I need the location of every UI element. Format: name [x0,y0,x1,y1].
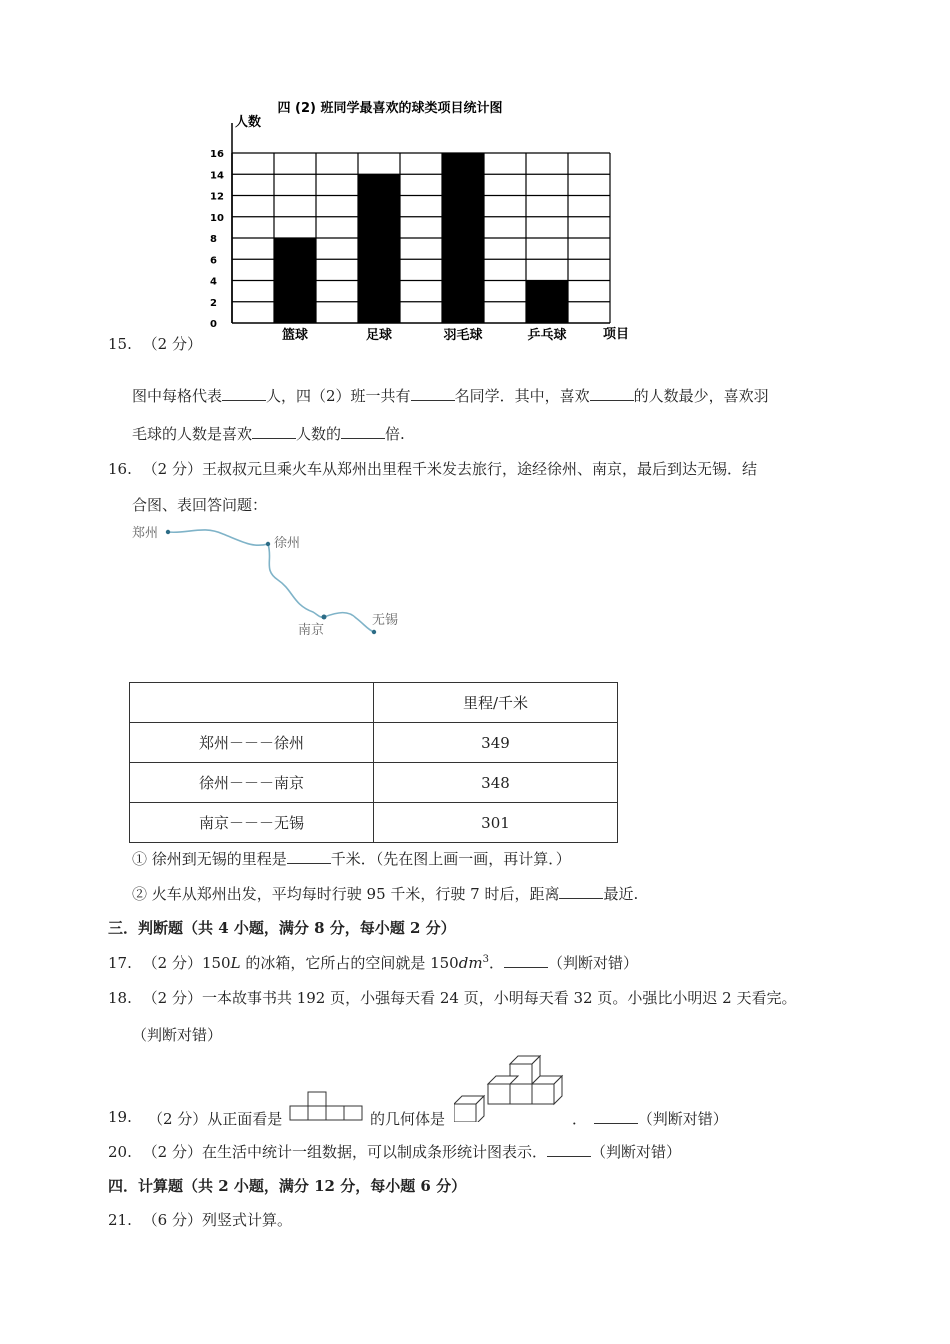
table-cell: 349 [374,723,618,763]
text: （判断对错） [590,1143,681,1161]
text: 千米．（先在图上画一画，再计算．） [330,850,571,868]
section-heading: 三．判断题（共 4 小题，满分 8 分，每小题 2 分） [108,919,456,937]
table-cell: 南京－－－无锡 [130,803,374,843]
q19-tail [572,1108,728,1129]
text: （6 分）列竖式计算。 [142,1211,292,1229]
text: ② 火车从郑州出发，平均每时行驶 95 千米，行驶 7 时后，距离 [132,885,560,903]
text: （判断对错） [132,1026,223,1044]
q21 [108,1209,292,1230]
x-tick-label: 乒乓球 [527,328,567,343]
text: 的人数最少，喜欢羽 [633,387,769,405]
text: （判断对错） [637,1110,728,1128]
table-header-row [130,683,618,723]
route-line [168,530,374,632]
city-label: 徐州 [274,536,301,551]
table-cell: 301 [374,803,618,843]
distance-table [129,682,618,843]
city-dot [266,542,270,546]
table-header-cell [130,683,374,723]
table-row [130,803,618,843]
q16-sub1 [132,848,571,869]
y-tick-label: 14 [210,170,224,182]
question-number: 21. [108,1211,132,1229]
answer-blank[interactable] [222,385,266,401]
bar [274,238,316,323]
y-tick-label: 16 [210,149,224,160]
answer-blank[interactable] [590,385,634,401]
y-tick-label: 0 [210,319,217,330]
section-heading: 四．计算题（共 2 小题，满分 12 分，每小题 6 分） [108,1177,467,1195]
chart-yticks [210,149,224,330]
text: 名同学．其中，喜欢 [454,387,590,405]
bar [358,174,400,323]
text: ． [488,954,504,972]
table-row [130,763,618,803]
unit: dm [458,954,483,972]
table-cell: 348 [374,763,618,803]
text: 毛球的人数是喜欢 [132,425,253,443]
chart-ylabel: 人数 [235,115,262,130]
bar [442,153,484,323]
y-tick-label: 6 [210,255,217,267]
unit: L [230,954,241,972]
text: ① 徐州到无锡的里程是 [132,850,287,868]
text: 的冰箱，它所占的空间就是 150 [240,954,459,972]
text: 人，四（2）班一共有 [266,387,411,405]
text: （2 分）一本故事书共 192 页，小强每天看 24 页，小明每天看 32 页。小强比小明迟 2 天看完。 [142,989,797,1007]
front-view-figure [289,1090,367,1122]
text: 倍. [385,425,405,443]
q20 [108,1141,681,1162]
x-tick-label: 篮球 [281,328,309,343]
chart-title: 四 (2) 班同学最喜欢的球类项目统计图 [277,101,503,116]
q19-text1: （2 分）从正面看是 [148,1110,283,1128]
city-dot [166,530,170,534]
city-label: 郑州 [132,526,159,541]
text: 图中每格代表 [132,387,223,405]
q16-sub2 [132,883,638,904]
answer-blank[interactable] [252,423,296,439]
text: 最近. [603,885,639,903]
text: 人数的 [296,425,342,443]
answer-blank[interactable] [341,423,385,439]
q16-line2: 合图、表回答问题： [132,496,268,514]
table-header-cell: 里程/千米 [374,683,618,723]
q17 [108,952,638,973]
answer-blank[interactable] [547,1141,591,1157]
question-number: 17. [108,954,132,972]
route-map [128,520,418,650]
bar [526,281,568,324]
cube-figure [454,1050,566,1122]
answer-blank[interactable] [559,883,603,899]
city-dot [372,630,376,634]
question-score: （2 分） [142,460,202,478]
text: ． [572,1110,588,1128]
answer-blank[interactable] [287,848,331,864]
q19-number: 19. [108,1108,132,1126]
answer-blank[interactable] [411,385,455,401]
q15-line1 [132,385,769,406]
chart-xlabel: 项目 [603,327,630,342]
y-tick-label: 4 [210,276,217,288]
x-tick-label: 羽毛球 [443,328,483,343]
city-label: 南京 [298,623,325,638]
q19-text2: 的几何体是 [370,1110,446,1128]
question-number: 15. [108,335,132,353]
y-tick-label: 2 [210,297,217,309]
question-number: 18. [108,989,132,1007]
question-number: 16. [108,460,132,478]
q18-line2 [132,1024,222,1045]
superscript: 3 [482,954,489,965]
question-score: （2 分） [142,335,202,353]
table-row [130,723,618,763]
q16-line1 [108,458,757,479]
x-tick-label: 足球 [365,328,393,343]
table-cell: 郑州－－－徐州 [130,723,374,763]
y-tick-label: 8 [210,234,217,245]
y-tick-label: 10 [210,212,224,224]
city-label: 无锡 [372,613,399,628]
y-tick-label: 12 [210,191,224,203]
q18-line1 [108,987,796,1008]
city-dot [322,615,327,620]
q15-heading [108,333,202,354]
question-number: 20. [108,1143,132,1161]
chart-xticks [282,327,567,343]
table-cell: 徐州－－－南京 [130,763,374,803]
bar-chart [190,90,650,355]
answer-blank[interactable] [504,952,548,968]
text: （判断对错） [547,954,638,972]
answer-blank[interactable] [594,1108,638,1124]
question-text: 王叔叔元旦乘火车从郑州出里程千米发去旅行，途经徐州、南京，最后到达无锡．结 [201,460,757,478]
text: （2 分）在生活中统计一组数据，可以制成条形统计图表示． [142,1143,547,1161]
text: （2 分）150 [142,954,231,972]
q15-line2 [132,423,405,444]
